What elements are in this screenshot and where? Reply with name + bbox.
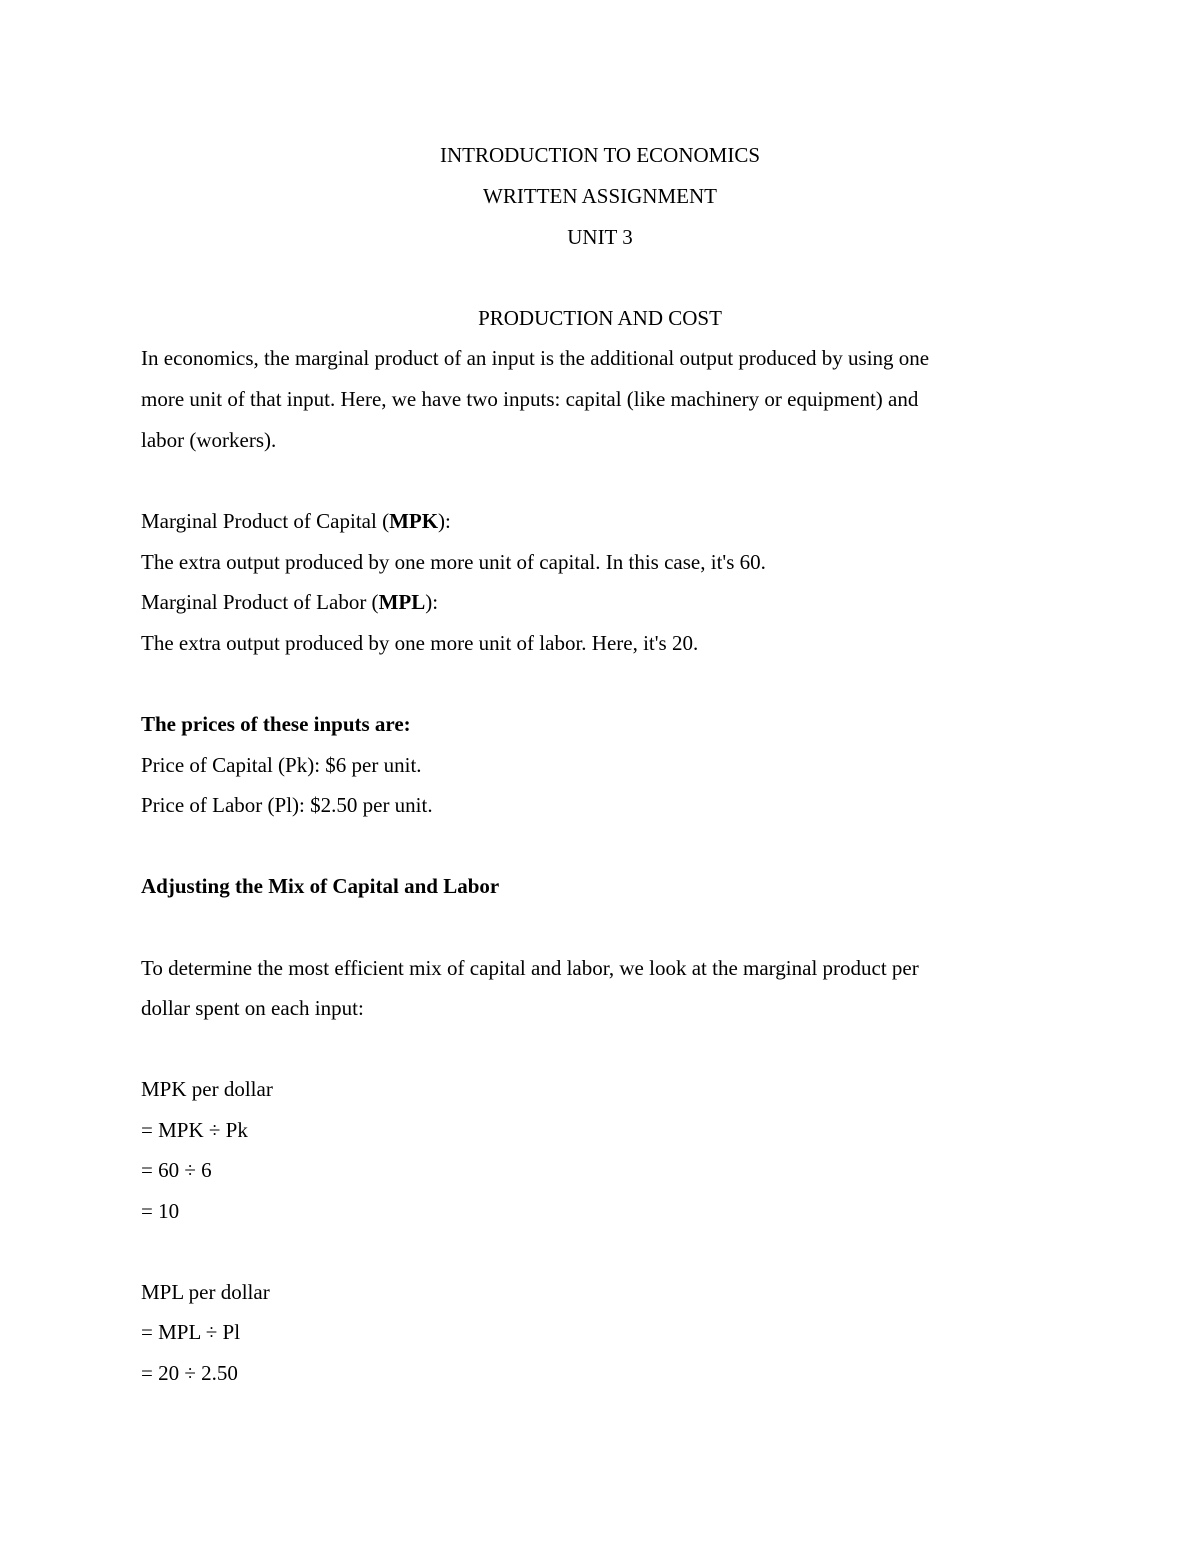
mpk-label — [141, 509, 451, 533]
course-title: INTRODUCTION TO ECONOMICS — [439, 143, 761, 167]
mix-heading: Adjusting the Mix of Capital and Labor — [141, 874, 500, 898]
mpk-calc-step: = 60 ÷ 6 — [141, 1158, 212, 1182]
mpk-calc-result: = 10 — [141, 1199, 180, 1223]
price-labor: Price of Labor (Pl): $2.50 per unit. — [141, 793, 433, 817]
mpk-label-prefix: Marginal Product of Capital ( — [141, 509, 390, 533]
mpl-label-prefix: Marginal Product of Labor ( — [141, 590, 379, 614]
mpk-label-suffix: ): — [438, 509, 451, 533]
mpl-calc-step: = MPL ÷ Pl — [141, 1320, 241, 1344]
price-capital: Price of Capital (Pk): $6 per unit. — [141, 753, 422, 777]
intro-line: more unit of that input. Here, we have two inputs: capital (like machinery or equipment) and — [141, 387, 919, 411]
mpk-abbr: MPK — [389, 509, 439, 533]
mpl-description: The extra output produced by one more unit of labor. Here, it's 20. — [141, 631, 699, 655]
mpk-per-dollar-title: MPK per dollar — [141, 1077, 273, 1101]
mix-intro-line: dollar spent on each input: — [141, 996, 364, 1020]
mpk-description: The extra output produced by one more unit of capital. In this case, it's 60. — [141, 550, 766, 574]
mpl-per-dollar-title: MPL per dollar — [141, 1280, 270, 1304]
mpl-label-suffix: ): — [425, 590, 439, 614]
intro-line: In economics, the marginal product of an input is the additional output produced by using one — [141, 346, 930, 370]
mpl-calc-step: = 20 ÷ 2.50 — [141, 1361, 238, 1385]
unit-title: UNIT 3 — [567, 225, 633, 249]
mpl-abbr: MPL — [378, 590, 426, 614]
intro-line: labor (workers). — [141, 428, 277, 452]
assignment-title: WRITTEN ASSIGNMENT — [483, 184, 717, 208]
prices-heading: The prices of these inputs are: — [141, 712, 411, 736]
mpk-calc-step: = MPK ÷ Pk — [141, 1118, 248, 1142]
section-title: PRODUCTION AND COST — [478, 306, 722, 330]
mix-intro-line: To determine the most efficient mix of capital and labor, we look at the marginal product per — [141, 956, 919, 980]
mpl-label — [141, 590, 438, 614]
